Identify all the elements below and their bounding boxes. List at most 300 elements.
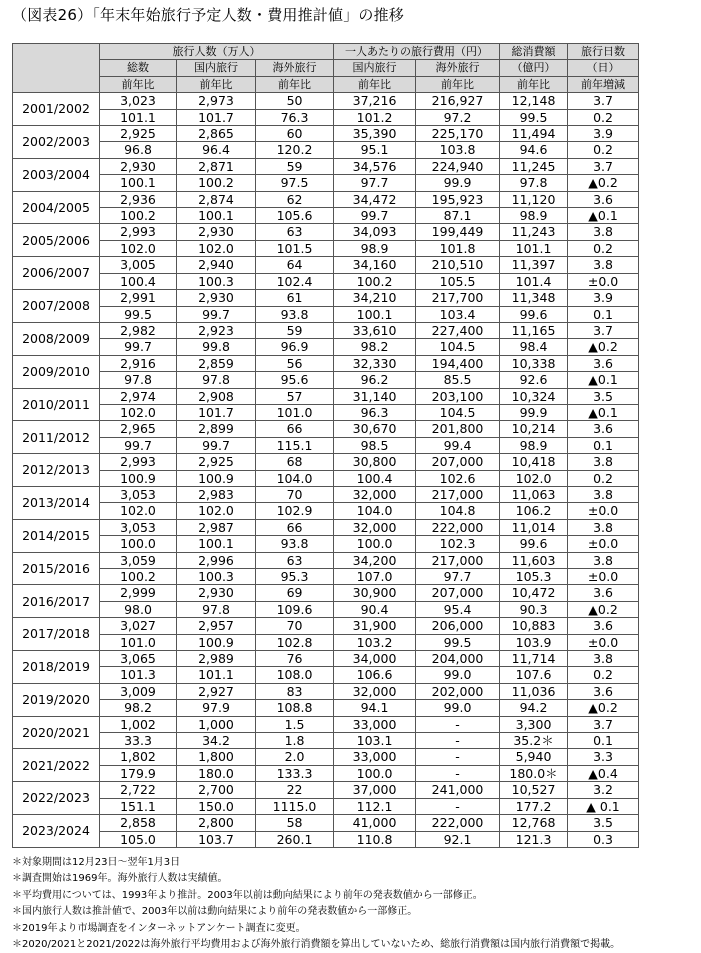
yoy-cell: ±0.0 xyxy=(568,634,639,650)
yoy-cell: 99.4 xyxy=(416,437,500,453)
value-cell: 3.8 xyxy=(568,552,639,568)
footnote: ＊2019年より市場調査をインターネットアンケート調査に変更。 xyxy=(12,922,306,934)
yoy-cell: 102.6 xyxy=(416,470,500,486)
value-cell: 216,927 xyxy=(416,93,500,109)
yoy-cell: ▲0.1 xyxy=(568,208,639,224)
yoy-cell: 0.3 xyxy=(568,831,639,847)
yoy-cell: 98.9 xyxy=(334,240,416,256)
value-cell: 217,700 xyxy=(416,290,500,306)
value-cell: 225,170 xyxy=(416,126,500,142)
value-cell: 210,510 xyxy=(416,257,500,273)
value-cell: 204,000 xyxy=(416,651,500,667)
yoy-cell: 100.3 xyxy=(177,273,256,289)
value-cell: 61 xyxy=(256,290,334,306)
value-cell: 199,449 xyxy=(416,224,500,240)
yoy-cell: 99.5 xyxy=(100,306,177,322)
yoy-cell: 112.1 xyxy=(334,798,416,814)
value-cell: 3.8 xyxy=(568,519,639,535)
yoy-cell: 100.0 xyxy=(334,536,416,552)
value-cell: 2,874 xyxy=(177,191,256,207)
value-cell: 3.9 xyxy=(568,126,639,142)
value-cell: 202,000 xyxy=(416,683,500,699)
yoy-cell: 106.2 xyxy=(500,503,568,519)
value-cell: 2,916 xyxy=(100,355,177,371)
year-cell: 2003/2004 xyxy=(13,158,100,191)
table-row xyxy=(13,421,639,437)
value-cell: 3.7 xyxy=(568,93,639,109)
yoy-cell: 150.0 xyxy=(177,798,256,814)
value-cell: 3,005 xyxy=(100,257,177,273)
yoy-cell: 100.2 xyxy=(100,569,177,585)
table-row xyxy=(13,683,639,699)
value-cell: 3,065 xyxy=(100,651,177,667)
footnote: ＊対象期間は12月23日～翌年1月3日 xyxy=(12,857,181,868)
value-cell: 11,243 xyxy=(500,224,568,240)
header-yoy: 前年比 xyxy=(500,76,568,92)
value-cell: 31,140 xyxy=(334,388,416,404)
value-cell: 1,002 xyxy=(100,716,177,732)
yoy-cell: 95.6 xyxy=(256,372,334,388)
value-cell: 3.8 xyxy=(568,257,639,273)
value-cell: 62 xyxy=(256,191,334,207)
value-cell: 11,014 xyxy=(500,519,568,535)
table-row xyxy=(13,454,639,470)
value-cell: 2,989 xyxy=(177,651,256,667)
yoy-cell: 100.1 xyxy=(100,175,177,191)
table-row-yoy xyxy=(13,372,639,388)
value-cell: 69 xyxy=(256,585,334,601)
value-cell: 201,800 xyxy=(416,421,500,437)
value-cell: 37,216 xyxy=(334,93,416,109)
table-row-yoy xyxy=(13,273,639,289)
yoy-cell: 133.3 xyxy=(256,765,334,781)
yoy-cell: 100.3 xyxy=(177,569,256,585)
yoy-cell: 102.3 xyxy=(416,536,500,552)
value-cell: 11,120 xyxy=(500,191,568,207)
value-cell: 34,200 xyxy=(334,552,416,568)
yoy-cell: 100.4 xyxy=(334,470,416,486)
yoy-cell: 0.1 xyxy=(568,306,639,322)
yoy-cell: 102.0 xyxy=(100,240,177,256)
yoy-cell: 104.0 xyxy=(334,503,416,519)
table-row-yoy xyxy=(13,831,639,847)
yoy-cell: 99.6 xyxy=(500,306,568,322)
yoy-cell: 99.5 xyxy=(500,109,568,125)
value-cell: 2,865 xyxy=(177,126,256,142)
yoy-cell: 35.2＊ xyxy=(500,733,568,749)
yoy-cell: 97.9 xyxy=(177,700,256,716)
value-cell: 2,908 xyxy=(177,388,256,404)
table-row-yoy xyxy=(13,208,639,224)
yoy-cell: ▲0.2 xyxy=(568,339,639,355)
yoy-cell: 94.1 xyxy=(334,700,416,716)
yoy-cell: 103.9 xyxy=(500,634,568,650)
value-cell: 34,576 xyxy=(334,158,416,174)
value-cell: 3,300 xyxy=(500,716,568,732)
footnotes xyxy=(12,855,701,953)
value-cell: 3.5 xyxy=(568,388,639,404)
year-cell: 2009/2010 xyxy=(13,355,100,388)
value-cell: 32,000 xyxy=(334,486,416,502)
value-cell: 59 xyxy=(256,322,334,338)
yoy-cell: 102.4 xyxy=(256,273,334,289)
yoy-cell: 99.9 xyxy=(500,404,568,420)
yoy-cell: 102.0 xyxy=(100,404,177,420)
yoy-cell: 103.2 xyxy=(334,634,416,650)
value-cell: 2,983 xyxy=(177,486,256,502)
value-cell: 2,871 xyxy=(177,158,256,174)
yoy-cell: 101.1 xyxy=(177,667,256,683)
value-cell: 194,400 xyxy=(416,355,500,371)
table-row-yoy xyxy=(13,798,639,814)
year-cell: 2001/2002 xyxy=(13,93,100,126)
header-yoy: 前年比 xyxy=(256,76,334,92)
yoy-cell: 100.9 xyxy=(100,470,177,486)
value-cell: 2,700 xyxy=(177,782,256,798)
yoy-cell: 260.1 xyxy=(256,831,334,847)
yoy-cell: 93.8 xyxy=(256,536,334,552)
value-cell: 68 xyxy=(256,454,334,470)
table-row-yoy xyxy=(13,240,639,256)
yoy-cell: 180.0＊ xyxy=(500,765,568,781)
value-cell: 203,100 xyxy=(416,388,500,404)
value-cell: 3.6 xyxy=(568,683,639,699)
yoy-cell: 102.0 xyxy=(500,470,568,486)
table-row xyxy=(13,257,639,273)
yoy-cell: 0.2 xyxy=(568,470,639,486)
yoy-cell: 100.9 xyxy=(177,634,256,650)
value-cell: 2,930 xyxy=(177,290,256,306)
value-cell: 2,973 xyxy=(177,93,256,109)
year-cell: 2005/2006 xyxy=(13,224,100,257)
yoy-cell: 110.8 xyxy=(334,831,416,847)
yoy-cell: 97.7 xyxy=(334,175,416,191)
yoy-cell: 102.0 xyxy=(177,240,256,256)
yoy-cell: 92.1 xyxy=(416,831,500,847)
yoy-cell: 99.6 xyxy=(500,536,568,552)
year-cell: 2012/2013 xyxy=(13,454,100,487)
value-cell: 227,400 xyxy=(416,322,500,338)
yoy-cell: 151.1 xyxy=(100,798,177,814)
yoy-cell: 96.8 xyxy=(100,142,177,158)
yoy-cell: 0.2 xyxy=(568,667,639,683)
yoy-cell: 109.6 xyxy=(256,601,334,617)
yoy-cell: 97.5 xyxy=(256,175,334,191)
yoy-cell: ▲0.2 xyxy=(568,175,639,191)
yoy-cell: 101.1 xyxy=(500,240,568,256)
yoy-cell: 104.5 xyxy=(416,339,500,355)
value-cell: 11,397 xyxy=(500,257,568,273)
yoy-cell: 99.7 xyxy=(177,306,256,322)
yoy-cell: ▲0.1 xyxy=(568,404,639,420)
value-cell: 206,000 xyxy=(416,618,500,634)
yoy-cell: 107.0 xyxy=(334,569,416,585)
yoy-cell: 106.6 xyxy=(334,667,416,683)
year-cell: 2022/2023 xyxy=(13,782,100,815)
yoy-cell: 99.7 xyxy=(100,437,177,453)
value-cell: 2,925 xyxy=(100,126,177,142)
value-cell: 217,000 xyxy=(416,552,500,568)
table-row xyxy=(13,585,639,601)
table-row xyxy=(13,224,639,240)
value-cell: 2,993 xyxy=(100,224,177,240)
value-cell: 222,000 xyxy=(416,519,500,535)
value-cell: 3.7 xyxy=(568,716,639,732)
yoy-cell: 97.8 xyxy=(177,372,256,388)
yoy-cell: 98.4 xyxy=(500,339,568,355)
value-cell: 10,418 xyxy=(500,454,568,470)
value-cell: 58 xyxy=(256,815,334,831)
yoy-cell: 100.9 xyxy=(177,470,256,486)
year-cell: 2019/2020 xyxy=(13,683,100,716)
value-cell: 2,927 xyxy=(177,683,256,699)
yoy-cell: 94.6 xyxy=(500,142,568,158)
value-cell: 11,165 xyxy=(500,322,568,338)
value-cell: 11,036 xyxy=(500,683,568,699)
yoy-cell: 98.0 xyxy=(100,601,177,617)
yoy-cell: ▲0.1 xyxy=(568,372,639,388)
table-row xyxy=(13,486,639,502)
table-row-yoy xyxy=(13,700,639,716)
yoy-cell: 103.7 xyxy=(177,831,256,847)
value-cell: 2,991 xyxy=(100,290,177,306)
year-cell: 2013/2014 xyxy=(13,486,100,519)
value-cell: 63 xyxy=(256,552,334,568)
value-cell: 3.8 xyxy=(568,224,639,240)
yoy-cell: ▲0.2 xyxy=(568,700,639,716)
value-cell: 30,800 xyxy=(334,454,416,470)
table-row xyxy=(13,158,639,174)
value-cell: 64 xyxy=(256,257,334,273)
yoy-cell: 95.1 xyxy=(334,142,416,158)
yoy-cell: 103.8 xyxy=(416,142,500,158)
yoy-cell: 97.8 xyxy=(177,601,256,617)
value-cell: 57 xyxy=(256,388,334,404)
value-cell: 3,027 xyxy=(100,618,177,634)
value-cell: 2,923 xyxy=(177,322,256,338)
value-cell: 56 xyxy=(256,355,334,371)
yoy-cell: 177.2 xyxy=(500,798,568,814)
header-cost: 一人あたりの旅行費用（円） xyxy=(334,44,500,60)
yoy-cell: 0.2 xyxy=(568,240,639,256)
year-cell: 2010/2011 xyxy=(13,388,100,421)
table-row-yoy xyxy=(13,569,639,585)
table-row xyxy=(13,651,639,667)
yoy-cell: ▲0.2 xyxy=(568,601,639,617)
value-cell: 3.2 xyxy=(568,782,639,798)
value-cell: 3.6 xyxy=(568,355,639,371)
year-cell: 2014/2015 xyxy=(13,519,100,552)
yoy-cell: 101.7 xyxy=(177,404,256,420)
value-cell: 22 xyxy=(256,782,334,798)
yoy-cell: 105.0 xyxy=(100,831,177,847)
table-row-yoy xyxy=(13,733,639,749)
yoy-cell: 96.2 xyxy=(334,372,416,388)
value-cell: 66 xyxy=(256,519,334,535)
value-cell: 10,883 xyxy=(500,618,568,634)
value-cell: 35,390 xyxy=(334,126,416,142)
yoy-cell: 97.7 xyxy=(416,569,500,585)
table-row xyxy=(13,749,639,765)
yoy-cell: 33.3 xyxy=(100,733,177,749)
year-cell: 2007/2008 xyxy=(13,290,100,323)
yoy-cell: 100.4 xyxy=(100,273,177,289)
value-cell: 50 xyxy=(256,93,334,109)
yoy-cell: 103.4 xyxy=(416,306,500,322)
value-cell: 12,148 xyxy=(500,93,568,109)
header-days-unit: （日） xyxy=(568,60,639,76)
value-cell: 70 xyxy=(256,618,334,634)
yoy-cell: ▲ 0.1 xyxy=(568,798,639,814)
yoy-cell: 101.0 xyxy=(100,634,177,650)
yoy-cell: 99.9 xyxy=(416,175,500,191)
value-cell: 3.7 xyxy=(568,322,639,338)
yoy-cell: ±0.0 xyxy=(568,273,639,289)
yoy-cell: ▲0.4 xyxy=(568,765,639,781)
value-cell: 34,000 xyxy=(334,651,416,667)
year-cell: 2002/2003 xyxy=(13,126,100,159)
table-row xyxy=(13,552,639,568)
yoy-cell: 101.5 xyxy=(256,240,334,256)
value-cell: 3.6 xyxy=(568,618,639,634)
year-cell: 2015/2016 xyxy=(13,552,100,585)
yoy-cell: 101.8 xyxy=(416,240,500,256)
value-cell: 32,000 xyxy=(334,683,416,699)
header-yoy: 前年比 xyxy=(177,76,256,92)
table-row-yoy xyxy=(13,306,639,322)
value-cell: 2,858 xyxy=(100,815,177,831)
yoy-cell: 99.7 xyxy=(334,208,416,224)
table-row-yoy xyxy=(13,503,639,519)
yoy-cell: 105.6 xyxy=(256,208,334,224)
header-travelers: 旅行人数（万人） xyxy=(100,44,334,60)
value-cell: 37,000 xyxy=(334,782,416,798)
year-cell: 2008/2009 xyxy=(13,322,100,355)
yoy-cell: 100.2 xyxy=(334,273,416,289)
value-cell: 60 xyxy=(256,126,334,142)
table-row-yoy xyxy=(13,765,639,781)
yoy-cell: 104.5 xyxy=(416,404,500,420)
footnote: ＊2020/2021と2021/2022は海外旅行平均費用および海外旅行消費額を算出していないため、総旅行消費額は国内旅行消費額で掲載。 xyxy=(12,939,621,951)
header-corner xyxy=(13,44,100,93)
table-row xyxy=(13,716,639,732)
yoy-cell: 98.5 xyxy=(334,437,416,453)
value-cell: 2,957 xyxy=(177,618,256,634)
value-cell: 3.6 xyxy=(568,585,639,601)
yoy-cell: 105.3 xyxy=(500,569,568,585)
page-title: （図表26）「年末年始旅行予定人数・費用推計値」の推移 xyxy=(12,6,404,24)
yoy-cell: 97.8 xyxy=(100,372,177,388)
value-cell: 1,802 xyxy=(100,749,177,765)
yoy-cell: 104.0 xyxy=(256,470,334,486)
year-cell: 2018/2019 xyxy=(13,651,100,684)
header-yoy: 前年比 xyxy=(416,76,500,92)
value-cell: 34,472 xyxy=(334,191,416,207)
year-cell: 2011/2012 xyxy=(13,421,100,454)
table-row xyxy=(13,290,639,306)
table-row xyxy=(13,322,639,338)
yoy-cell: 99.7 xyxy=(177,437,256,453)
yoy-cell: 104.8 xyxy=(416,503,500,519)
value-cell: 207,000 xyxy=(416,454,500,470)
yoy-cell: 102.9 xyxy=(256,503,334,519)
yoy-cell: 96.4 xyxy=(177,142,256,158)
table-row xyxy=(13,519,639,535)
yoy-cell: 108.8 xyxy=(256,700,334,716)
value-cell: 12,768 xyxy=(500,815,568,831)
value-cell: - xyxy=(416,749,500,765)
value-cell: 3,059 xyxy=(100,552,177,568)
value-cell: 3,009 xyxy=(100,683,177,699)
value-cell: 241,000 xyxy=(416,782,500,798)
value-cell: 3.7 xyxy=(568,158,639,174)
value-cell: 34,210 xyxy=(334,290,416,306)
value-cell: 2,930 xyxy=(177,585,256,601)
value-cell: 3.6 xyxy=(568,191,639,207)
yoy-cell: 121.3 xyxy=(500,831,568,847)
yoy-cell: 115.1 xyxy=(256,437,334,453)
value-cell: 3.8 xyxy=(568,454,639,470)
yoy-cell: 100.1 xyxy=(334,306,416,322)
value-cell: 1,000 xyxy=(177,716,256,732)
yoy-cell: 87.1 xyxy=(416,208,500,224)
value-cell: 2.0 xyxy=(256,749,334,765)
yoy-cell: 0.1 xyxy=(568,437,639,453)
header-days: 旅行日数 xyxy=(568,44,639,60)
footnote: ＊調査開始は1969年。海外旅行人数は実績値。 xyxy=(12,873,228,885)
value-cell: 3.8 xyxy=(568,486,639,502)
value-cell: 2,899 xyxy=(177,421,256,437)
value-cell: 70 xyxy=(256,486,334,502)
yoy-cell: 100.1 xyxy=(177,536,256,552)
yoy-cell: 96.9 xyxy=(256,339,334,355)
value-cell: 34,160 xyxy=(334,257,416,273)
header-cost-domestic: 国内旅行 xyxy=(334,60,416,76)
value-cell: 3,023 xyxy=(100,93,177,109)
value-cell: 2,993 xyxy=(100,454,177,470)
header-yoy: 前年比 xyxy=(334,76,416,92)
year-cell: 2004/2005 xyxy=(13,191,100,224)
value-cell: 30,900 xyxy=(334,585,416,601)
value-cell: 3.3 xyxy=(568,749,639,765)
yoy-cell: 179.9 xyxy=(100,765,177,781)
table-row-yoy xyxy=(13,470,639,486)
value-cell: 11,245 xyxy=(500,158,568,174)
header-total: 総数 xyxy=(100,60,177,76)
value-cell: 2,722 xyxy=(100,782,177,798)
year-cell: 2006/2007 xyxy=(13,257,100,290)
table-row-yoy xyxy=(13,142,639,158)
value-cell: 32,000 xyxy=(334,519,416,535)
travel-statistics-table xyxy=(12,43,639,848)
yoy-cell: 90.4 xyxy=(334,601,416,617)
footnote: ＊国内旅行人数は推計値で、2003年以前は動向結果により前年の発表数値から一部修正。 xyxy=(12,906,418,918)
yoy-cell: 98.2 xyxy=(334,339,416,355)
yoy-cell: 102.8 xyxy=(256,634,334,650)
yoy-cell: 76.3 xyxy=(256,109,334,125)
value-cell: 76 xyxy=(256,651,334,667)
value-cell: 1.5 xyxy=(256,716,334,732)
value-cell: 10,338 xyxy=(500,355,568,371)
value-cell: 66 xyxy=(256,421,334,437)
yoy-cell: 1.8 xyxy=(256,733,334,749)
table-row xyxy=(13,388,639,404)
yoy-cell: 1115.0 xyxy=(256,798,334,814)
value-cell: 2,936 xyxy=(100,191,177,207)
table-row-yoy xyxy=(13,667,639,683)
value-cell: 2,982 xyxy=(100,322,177,338)
yoy-cell: 105.5 xyxy=(416,273,500,289)
